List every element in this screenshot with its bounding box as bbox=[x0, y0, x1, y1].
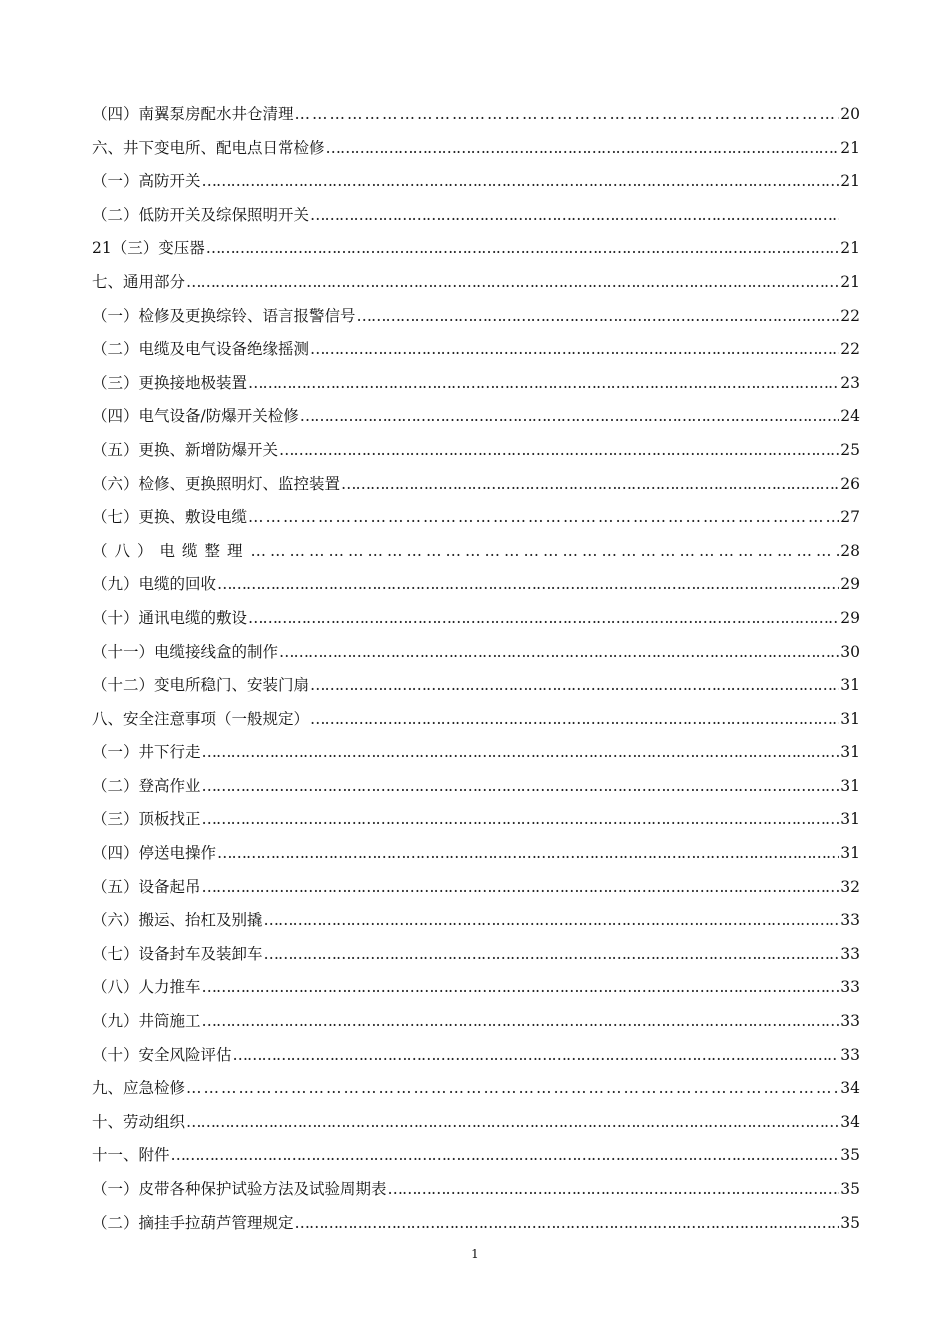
dot-leader bbox=[202, 770, 839, 804]
toc-entry-title: （六）检修、更换照明灯、监控装置 bbox=[92, 474, 341, 493]
toc-entry-page: 22 bbox=[840, 340, 860, 359]
dot-leader bbox=[186, 266, 839, 300]
toc-entry-page: 33 bbox=[840, 944, 860, 963]
dot-leader bbox=[217, 837, 839, 871]
dot-leader bbox=[295, 98, 839, 132]
toc-entry[interactable] bbox=[92, 669, 860, 703]
dot-leader bbox=[264, 904, 839, 938]
toc-entry[interactable] bbox=[92, 770, 860, 804]
toc-entry-title: 八、安全注意事项（一般规定） bbox=[92, 709, 310, 728]
toc-entry-page: 23 bbox=[840, 373, 860, 392]
toc-entry-page: 27 bbox=[840, 508, 860, 527]
dot-leader bbox=[310, 333, 839, 367]
dot-leader bbox=[310, 199, 839, 233]
toc-entry-page: 30 bbox=[840, 642, 860, 661]
dot-leader bbox=[248, 501, 839, 535]
toc-entry-title: （九）电缆的回收 bbox=[92, 575, 217, 594]
toc-entry-page: 35 bbox=[840, 1146, 860, 1165]
dot-leader bbox=[186, 1072, 839, 1106]
toc-entry[interactable] bbox=[92, 535, 860, 569]
toc-entry-title: （十二）变电所稳门、安装门扇 bbox=[92, 676, 310, 695]
dot-leader bbox=[357, 300, 839, 334]
dot-leader bbox=[202, 736, 839, 770]
toc-entry-title: （四）南翼泵房配水井仓清理 bbox=[92, 105, 294, 123]
toc-entry-page: 25 bbox=[840, 440, 860, 459]
toc-entry-page: 20 bbox=[840, 105, 860, 123]
toc-entry-page: 31 bbox=[840, 709, 860, 728]
toc-entry-page: 21 bbox=[840, 172, 860, 191]
toc-entry[interactable] bbox=[92, 971, 860, 1005]
dot-leader bbox=[251, 535, 839, 569]
toc-entry[interactable] bbox=[92, 300, 860, 334]
toc-entry-page: 33 bbox=[840, 1012, 860, 1031]
dot-leader bbox=[295, 1207, 839, 1241]
toc-entry-page: 21 bbox=[840, 239, 860, 258]
toc-entry-page: 21 bbox=[840, 138, 860, 157]
toc-entry-page: 28 bbox=[840, 541, 860, 560]
toc-entry-title: 21（三）变压器 bbox=[92, 239, 205, 258]
toc-entry-title: 六、井下变电所、配电点日常检修 bbox=[92, 138, 325, 157]
toc-entry-title: 十、劳动组织 bbox=[92, 1112, 186, 1131]
toc-entry-title: （十）安全风险评估 bbox=[92, 1045, 232, 1064]
toc-entry-title: （三）更换接地极装置 bbox=[92, 373, 248, 392]
toc-entry[interactable] bbox=[92, 468, 860, 502]
toc-entry-title: （二）电缆及电气设备绝缘摇测 bbox=[92, 340, 310, 359]
dot-leader bbox=[202, 165, 839, 199]
toc-entry-title: （十）通讯电缆的敷设 bbox=[92, 608, 248, 627]
toc-entry-title: （七）更换、敷设电缆 bbox=[92, 508, 248, 527]
dot-leader bbox=[310, 703, 839, 737]
dot-leader bbox=[300, 400, 839, 434]
toc-entry-title: （五）设备起吊 bbox=[92, 877, 201, 896]
dot-leader bbox=[248, 602, 839, 636]
toc-entry[interactable] bbox=[92, 803, 860, 837]
toc-entry[interactable] bbox=[92, 703, 860, 737]
dot-leader bbox=[279, 636, 839, 670]
toc-entry-title: （四）电气设备/防爆开关检修 bbox=[92, 407, 299, 426]
toc-entry[interactable] bbox=[92, 367, 860, 401]
toc-entry[interactable] bbox=[92, 1072, 860, 1106]
toc-entry-title: （二）登高作业 bbox=[92, 776, 201, 795]
toc-entry-page: 33 bbox=[840, 911, 860, 930]
dot-leader bbox=[310, 669, 839, 703]
toc-entry[interactable] bbox=[92, 1106, 860, 1140]
toc-entry[interactable] bbox=[92, 98, 860, 132]
toc-entry[interactable] bbox=[92, 904, 860, 938]
toc-entry-title: （五）更换、新增防爆开关 bbox=[92, 440, 279, 459]
toc-entry-title: （二）低防开关及综保照明开关 bbox=[92, 205, 310, 224]
toc-entry[interactable] bbox=[92, 501, 860, 535]
toc-entry-page: 29 bbox=[840, 575, 860, 594]
dot-leader bbox=[186, 1106, 839, 1140]
toc-entry-title: （四）停送电操作 bbox=[92, 844, 217, 863]
toc-entry-title: 十一、附件 bbox=[92, 1146, 170, 1165]
toc-entry-title: （十一）电缆接线盒的制作 bbox=[92, 642, 279, 661]
toc-entry[interactable] bbox=[92, 1039, 860, 1073]
toc-entry[interactable] bbox=[92, 266, 860, 300]
toc-entry[interactable] bbox=[92, 1005, 860, 1039]
toc-entry[interactable] bbox=[92, 871, 860, 905]
table-of-contents bbox=[92, 98, 860, 1240]
toc-entry[interactable] bbox=[92, 837, 860, 871]
toc-entry[interactable] bbox=[92, 165, 860, 199]
toc-entry[interactable] bbox=[92, 1173, 860, 1207]
toc-entry-page: 35 bbox=[840, 1180, 860, 1198]
toc-entry[interactable] bbox=[92, 400, 860, 434]
toc-entry[interactable] bbox=[92, 434, 860, 468]
toc-entry-title: （一）检修及更换综铃、语言报警信号 bbox=[92, 306, 356, 325]
toc-entry-title: 九、应急检修 bbox=[92, 1079, 186, 1098]
toc-entry-page: 35 bbox=[840, 1213, 860, 1232]
toc-entry-title: （八）人力推车 bbox=[92, 978, 201, 997]
toc-entry-page: 22 bbox=[840, 306, 860, 325]
dot-leader bbox=[279, 434, 839, 468]
toc-entry[interactable] bbox=[92, 736, 860, 770]
toc-entry-page: 21 bbox=[840, 272, 860, 291]
toc-entry-page: 31 bbox=[840, 844, 860, 863]
toc-entry-title: （六）搬运、抬杠及别撬 bbox=[92, 911, 263, 930]
dot-leader bbox=[341, 468, 839, 502]
toc-entry[interactable] bbox=[92, 333, 860, 367]
toc-entry[interactable] bbox=[92, 568, 860, 602]
toc-entry-page: 31 bbox=[840, 743, 860, 762]
toc-entry-page: 34 bbox=[840, 1112, 860, 1131]
toc-entry[interactable] bbox=[92, 1139, 860, 1173]
dot-leader bbox=[202, 1005, 839, 1039]
dot-leader bbox=[388, 1173, 839, 1207]
toc-entry-page: 33 bbox=[840, 978, 860, 997]
toc-entry-title: （一）高防开关 bbox=[92, 172, 201, 191]
toc-entry[interactable] bbox=[92, 232, 860, 266]
toc-entry-page: 34 bbox=[840, 1079, 860, 1098]
toc-entry-page: 31 bbox=[840, 810, 860, 829]
toc-entry-title: 七、通用部分 bbox=[92, 272, 186, 291]
toc-entry-page: 33 bbox=[840, 1045, 860, 1064]
dot-leader bbox=[233, 1039, 839, 1073]
toc-entry-title: （八）电缆整理 bbox=[92, 541, 250, 560]
dot-leader bbox=[202, 971, 839, 1005]
toc-entry-title: （三）顶板找正 bbox=[92, 810, 201, 829]
dot-leader bbox=[171, 1139, 839, 1173]
toc-entry-page: 24 bbox=[840, 407, 860, 426]
toc-entry-page: 29 bbox=[840, 608, 860, 627]
toc-entry[interactable] bbox=[92, 199, 860, 233]
dot-leader bbox=[202, 803, 839, 837]
toc-entry-page: 32 bbox=[840, 877, 860, 896]
toc-entry[interactable] bbox=[92, 938, 860, 972]
dot-leader bbox=[326, 132, 839, 166]
dot-leader bbox=[217, 568, 839, 602]
toc-entry-title: （二）摘挂手拉葫芦管理规定 bbox=[92, 1213, 294, 1232]
toc-entry[interactable] bbox=[92, 636, 860, 670]
dot-leader bbox=[202, 871, 839, 905]
toc-entry[interactable] bbox=[92, 602, 860, 636]
dot-leader bbox=[248, 367, 839, 401]
toc-entry[interactable] bbox=[92, 132, 860, 166]
toc-entry-page: 26 bbox=[840, 474, 860, 493]
toc-entry-title: （一）井下行走 bbox=[92, 743, 201, 762]
toc-entry-title: （七）设备封车及装卸车 bbox=[92, 944, 263, 963]
toc-entry-page: 31 bbox=[840, 776, 860, 795]
toc-entry-page: 31 bbox=[840, 676, 860, 695]
toc-entry-title: （一）皮带各种保护试验方法及试验周期表 bbox=[92, 1180, 387, 1198]
toc-entry-title: （九）井筒施工 bbox=[92, 1012, 201, 1031]
dot-leader bbox=[264, 938, 839, 972]
page-number: 1 bbox=[471, 1247, 479, 1261]
dot-leader bbox=[206, 232, 839, 266]
toc-entry[interactable] bbox=[92, 1207, 860, 1241]
